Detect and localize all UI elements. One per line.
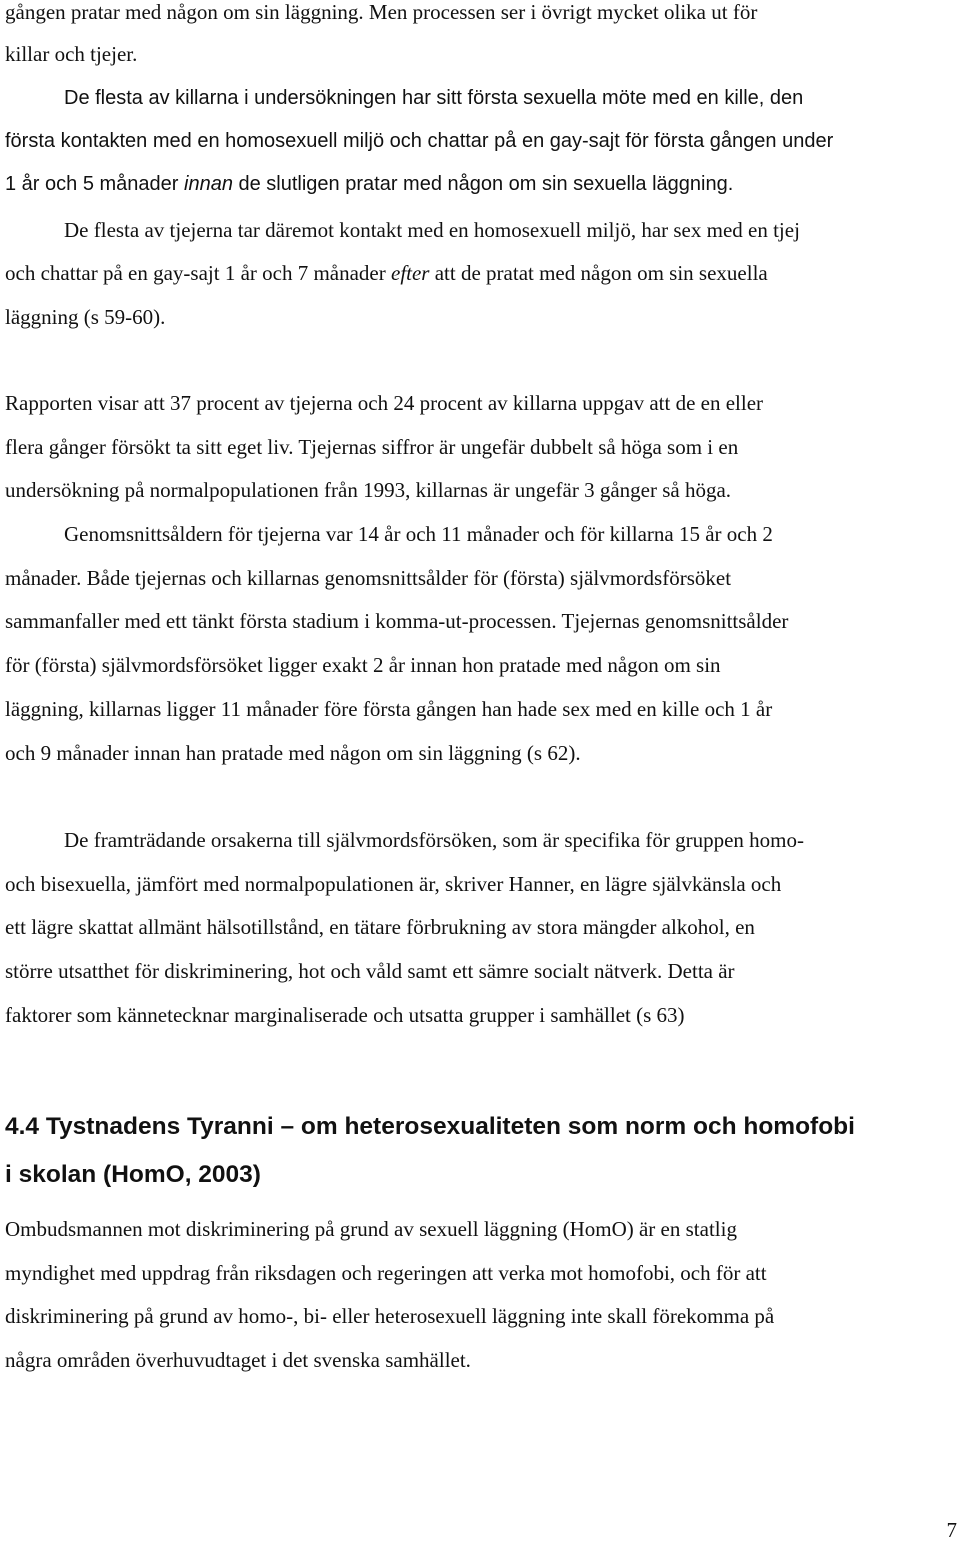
paragraph-5-line-6: och 9 månader innan han pratade med någon om sin läggning (s 62). xyxy=(5,741,581,765)
paragraph-7-line-3: diskriminering på grund av homo-, bi- eller heterosexuell läggning inte skall förekomma på xyxy=(5,1304,775,1328)
paragraph-6-line-3: ett lägre skattat allmänt hälsotillstånd, en tätare förbrukning av stora mängder alkohol, en xyxy=(5,915,755,939)
paragraph-2-line-3 xyxy=(5,170,733,198)
paragraph-3-line-2 xyxy=(5,259,768,287)
paragraph-3-line-1: De flesta av tjejerna tar däremot kontakt med en homosexuell miljö, har sex med en tjej xyxy=(64,218,800,242)
paragraph-4-line-1: Rapporten visar att 37 procent av tjejerna och 24 procent av killarna uppgav att de en eller xyxy=(5,391,764,415)
paragraph-4-line-2: flera gånger försökt ta sitt eget liv. Tjejernas siffror är ungefär dubbelt så höga som i en xyxy=(5,435,739,459)
paragraph-1-line-1: gången pratar med någon om sin läggning. Men processen ser i övrigt mycket olika ut för xyxy=(5,0,758,24)
section-heading-line-2: i skolan (HomO, 2003) xyxy=(5,1161,261,1188)
page-number: 7 xyxy=(946,1518,957,1542)
paragraph-7-line-2: myndighet med uppdrag från riksdagen och regeringen att verka mot homofobi, och för att xyxy=(5,1261,767,1285)
paragraph-5-line-5: läggning, killarnas ligger 11 månader före första gången han hade sex med en kille och 1 år xyxy=(5,697,773,721)
paragraph-6-line-4: större utsatthet för diskriminering, hot och våld samt ett sämre socialt nätverk. Detta är xyxy=(5,959,735,983)
paragraph-6-line-1: De framträdande orsakerna till självmordsförsöken, som är specifika för gruppen homo- xyxy=(64,828,805,852)
paragraph-6-line-5: faktorer som kännetecknar marginaliserade och utsatta grupper i samhället (s 63) xyxy=(5,1003,685,1027)
text-span: 1 år och 5 månader xyxy=(5,173,184,195)
paragraph-5-line-1: Genomsnittsåldern för tjejerna var 14 år och 11 månader och för killarna 15 år och 2 xyxy=(64,522,773,546)
paragraph-7-line-4: några områden överhuvudtaget i det svenska samhället. xyxy=(5,1348,471,1372)
paragraph-4-line-3: undersökning på normalpopulationen från 1993, killarnas är ungefär 3 gånger så höga. xyxy=(5,478,732,502)
paragraph-5-line-2: månader. Både tjejernas och killarnas genomsnittsålder för (första) självmordsförsöket xyxy=(5,566,732,590)
emphasis-span: efter xyxy=(391,261,430,285)
paragraph-7-line-1: Ombudsmannen mot diskriminering på grund av sexuell läggning (HomO) är en statlig xyxy=(5,1217,737,1241)
text-span: de slutligen pratar med någon om sin sexuella läggning. xyxy=(232,173,734,195)
text-span: och chattar på en gay-sajt 1 år och 7 månader xyxy=(5,261,391,285)
paragraph-2-line-2: första kontakten med en homosexuell miljö och chattar på en gay-sajt för första gången under xyxy=(5,130,834,152)
paragraph-6-line-2: och bisexuella, jämfört med normalpopulationen är, skriver Hanner, en lägre självkänsla och xyxy=(5,872,782,896)
paragraph-3-line-3: läggning (s 59-60). xyxy=(5,305,166,329)
text-span: att de pratat med någon om sin sexuella xyxy=(429,261,768,285)
paragraph-2-line-1: De flesta av killarna i undersökningen har sitt första sexuella möte med en kille, den xyxy=(64,87,804,109)
paragraph-1-line-2: killar och tjejer. xyxy=(5,42,138,66)
emphasis-span: innan xyxy=(184,173,233,195)
paragraph-5-line-4: för (första) självmordsförsöket ligger exakt 2 år innan hon pratade med någon om sin xyxy=(5,653,721,677)
paragraph-5-line-3: sammanfaller med ett tänkt första stadium i komma-ut-processen. Tjejernas genomsnittsålder xyxy=(5,609,789,633)
section-heading-line-1: 4.4 Tystnadens Tyranni – om heterosexualiteten som norm och homofobi xyxy=(5,1113,855,1140)
